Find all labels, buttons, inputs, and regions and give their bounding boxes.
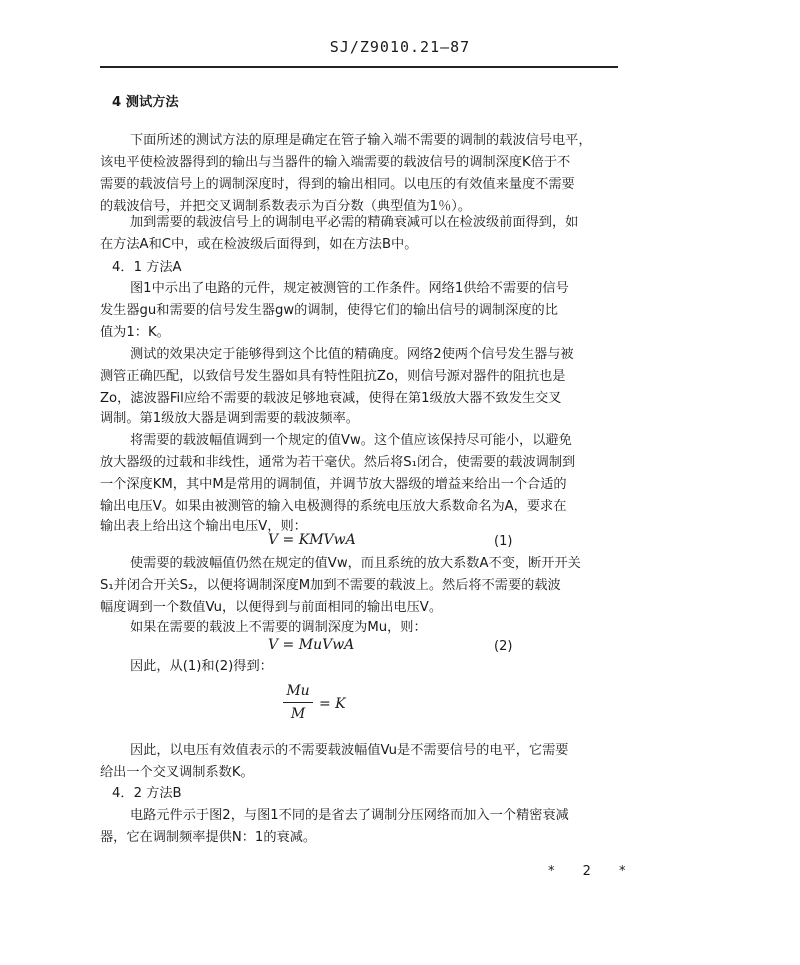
fraction-numerator: Mu xyxy=(286,683,310,699)
text-line: 给出一个交叉调制系数K。 xyxy=(100,765,254,780)
text-line: 测管正确匹配，以致信号发生器如具有特性阻抗Zo，则信号源对器件的阻抗也是 xyxy=(100,369,566,384)
section-4-2-heading: 4．2 方法B xyxy=(112,786,182,801)
fraction-denominator: M xyxy=(290,706,306,722)
text-line: S₁并闭合开关S₂，以便将调制深度M加到不需要的载波上。然后将不需要的载波 xyxy=(100,578,561,593)
text-line: 调制。第1级放大器是调到需要的载波频率。 xyxy=(100,411,359,426)
fraction-rhs: = K xyxy=(319,696,346,712)
text-line: 器，它在调制频率提供N：1的衰减。 xyxy=(100,830,317,845)
page-number: * 2 * xyxy=(548,864,638,879)
text-line: Zo，滤波器Fil应给不需要的载波足够地衰减，使得在第1级放大器不致发生交叉 xyxy=(100,391,562,406)
text-line: 放大器级的过载和非线性，通常为若干毫伏。然后将S₁闭合，使需要的载波调制到 xyxy=(100,455,576,470)
section-4-heading: 4 测试方法 xyxy=(112,95,179,110)
text-line: 的载波信号，并把交叉调制系数表示为百分数（典型值为1％）。 xyxy=(100,199,472,214)
text-line: 电路元件示于图2，与图1不同的是省去了调制分压网络而加入一个精密衰减 xyxy=(130,808,569,823)
text-line: 使需要的载波幅值仍然在规定的值Vw，而且系统的放大系数A不变，断开开关 xyxy=(130,556,581,571)
text-line: 一个深度KM，其中M是常用的调制值，并调节放大器级的增益来给出一个合适的 xyxy=(100,477,567,492)
document-code-header: SJ/Z9010.21—87 xyxy=(329,38,471,56)
text-line: 值为1：K。 xyxy=(100,325,170,340)
equation-1-number: (1) xyxy=(494,534,513,549)
text-line: 幅度调到一个数值Vu，以便得到与前面相同的输出电压V。 xyxy=(100,600,443,615)
fraction-bar xyxy=(283,702,313,703)
text-line: 输出表上给出这个输出电压V，则： xyxy=(100,519,307,534)
text-line: 将需要的载波幅值调到一个规定的值Vw。这个值应该保持尽可能小，以避免 xyxy=(130,433,572,448)
text-line: 因此，以电压有效值表示的不需要载波幅值Vu是不需要信号的电平，它需要 xyxy=(130,743,569,758)
text-line: 测试的效果决定于能够得到这个比值的精确度。网络2使两个信号发生器与被 xyxy=(130,347,574,362)
ratio-formula xyxy=(283,683,346,722)
equation-2: V = MuVwA xyxy=(268,637,355,653)
equation-2-number: (2) xyxy=(494,639,513,654)
text-line: 需要的载波信号上的调制深度时，得到的输出相同。以电压的有效值来量度不需要 xyxy=(100,177,575,192)
text-line: 如果在需要的载波上不需要的调制深度为Mu，则： xyxy=(130,620,427,635)
header-rule xyxy=(100,66,618,68)
text-line: 发生器gu和需要的信号发生器gw的调制，使得它们的输出信号的调制深度的比 xyxy=(100,303,558,318)
section-4-1-heading: 4．1 方法A xyxy=(112,260,182,275)
equation-1: V = KMVwA xyxy=(268,532,356,548)
text-line: 在方法A和C中，或在检波级后面得到，如在方法B中。 xyxy=(100,237,418,252)
text-line: 因此，从(1)和(2)得到： xyxy=(130,659,273,674)
text-line: 图1中示出了电路的元件，规定被测管的工作条件。网络1供给不需要的信号 xyxy=(130,281,569,296)
text-line: 加到需要的载波信号上的调制电平必需的精确衰减可以在检波级前面得到，如 xyxy=(130,215,579,230)
text-line: 输出电压V。如果由被测管的输入电极测得的系统电压放大系数命名为A，要求在 xyxy=(100,499,567,514)
text-line: 该电平使检波器得到的输出与当器件的输入端需要的载波信号的调制深度K倍于不 xyxy=(100,155,571,170)
text-line: 下面所述的测试方法的原理是确定在管子输入端不需要的调制的载波信号电平， xyxy=(130,133,592,148)
